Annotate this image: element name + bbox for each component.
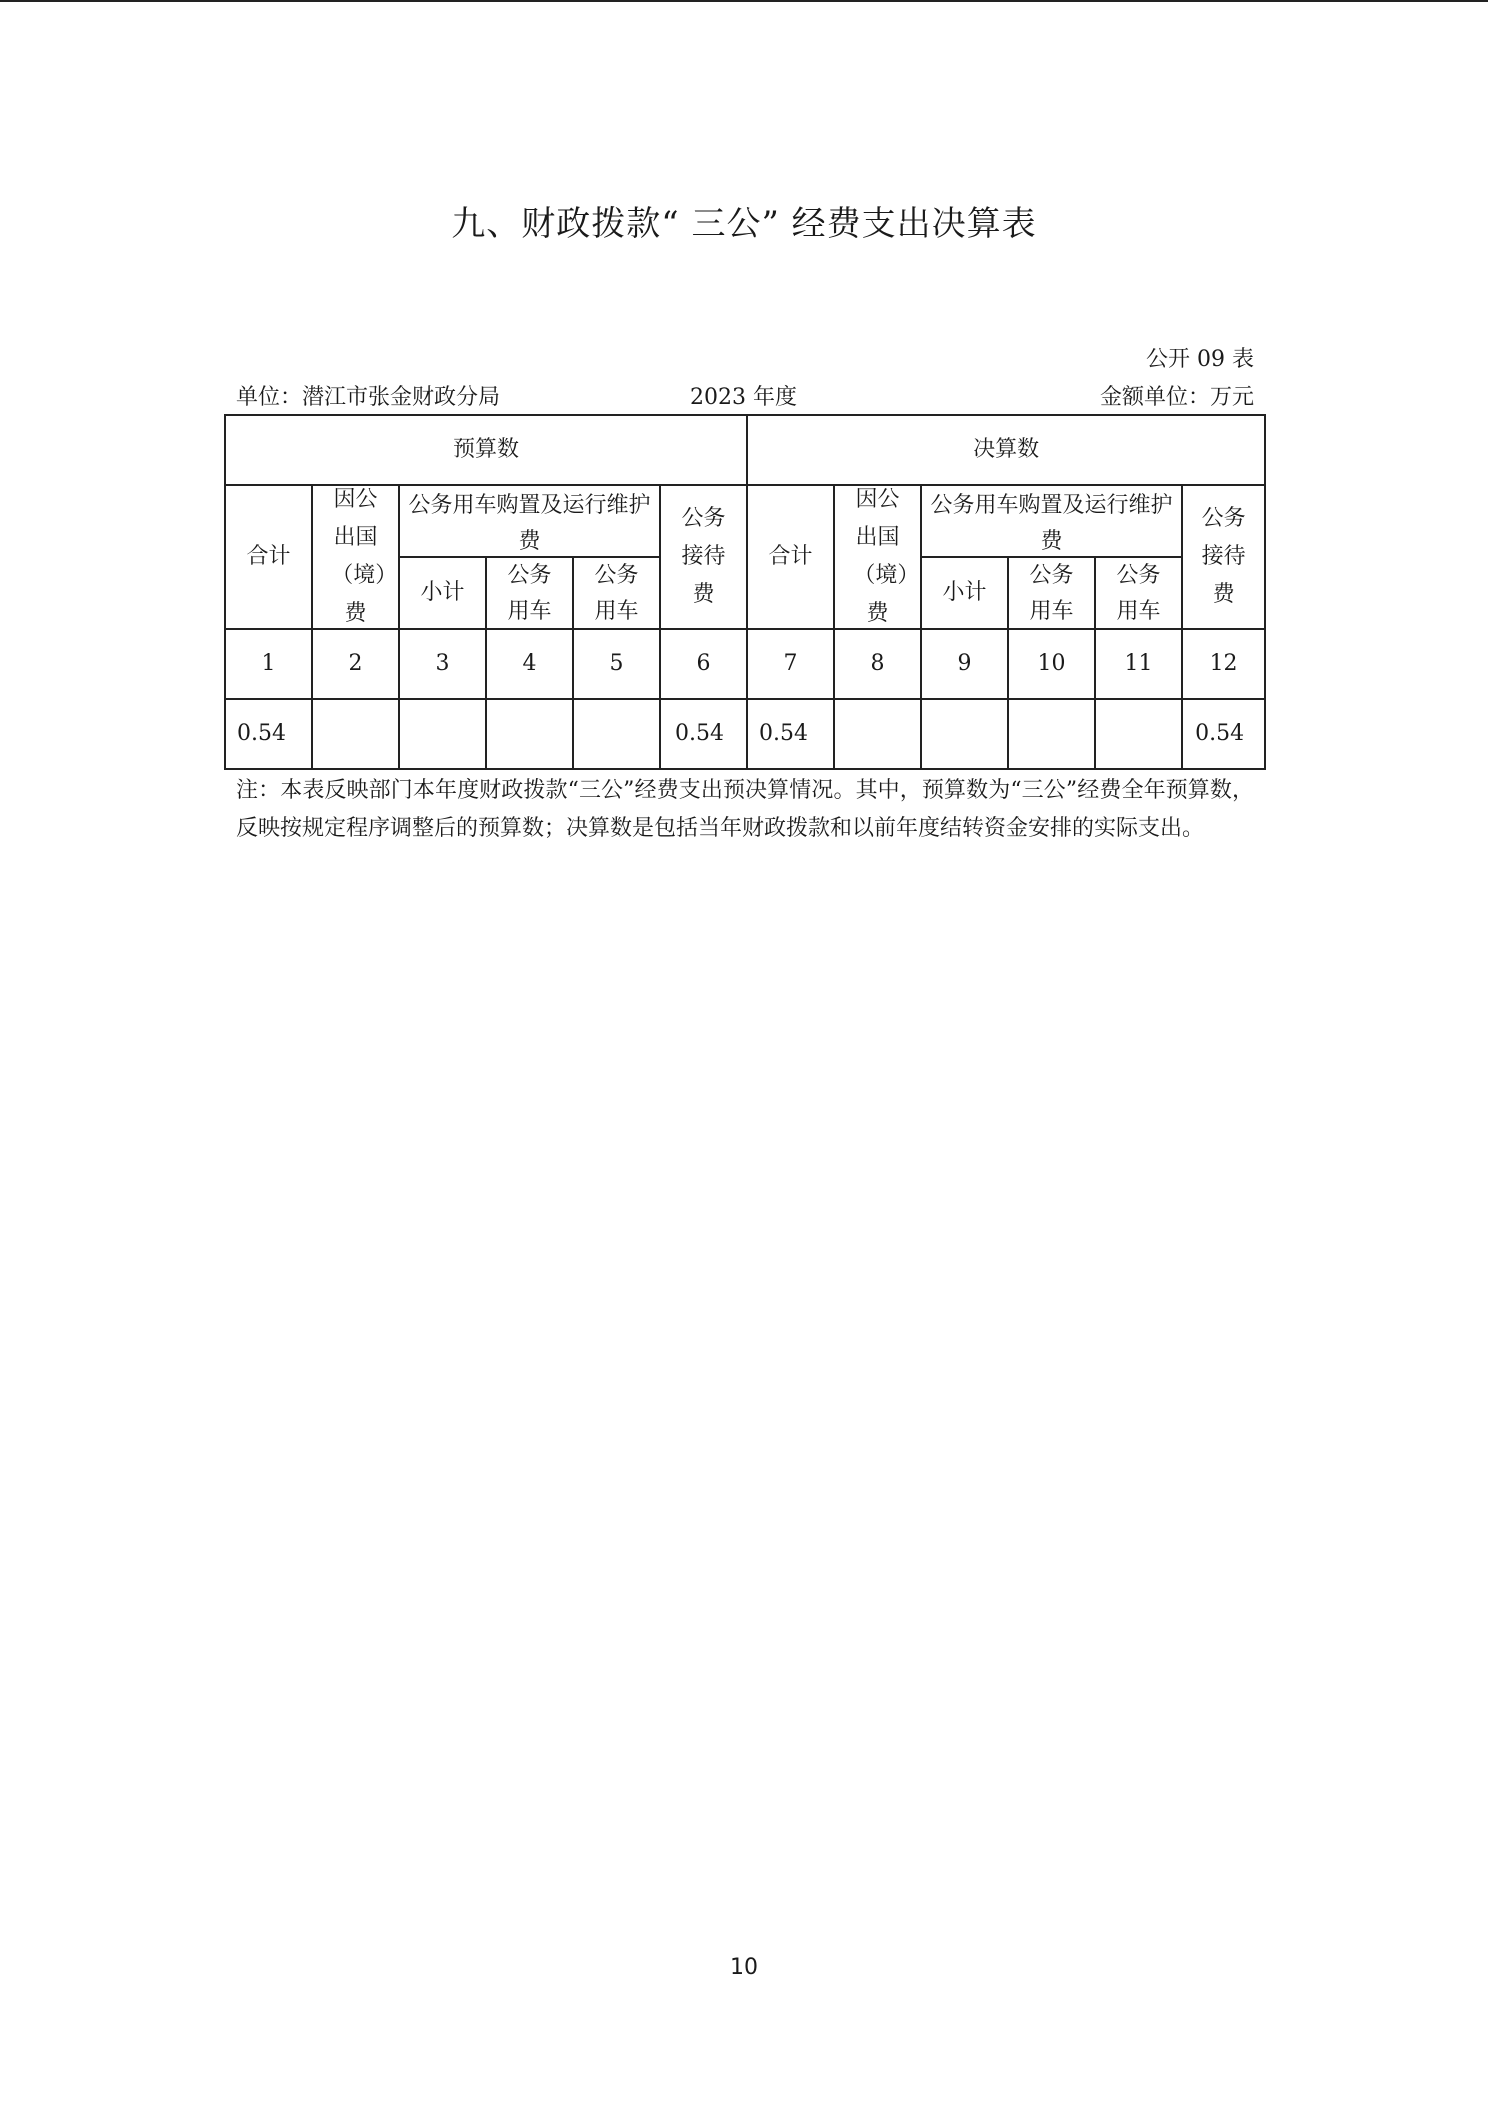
final-vehicle-group-header: 公务用车购置及运行维护费	[921, 485, 1182, 557]
budget-total-header: 合计	[225, 485, 312, 629]
final-vehicle-run-header: 公务用车	[1095, 557, 1182, 629]
budget-reception-header: 公务接待费	[660, 485, 747, 629]
unit-label: 单位：潜江市张金财政分局	[236, 385, 501, 410]
page-number: 10	[730, 1955, 758, 1980]
column-number: 10	[1008, 629, 1095, 699]
column-number: 12	[1182, 629, 1265, 699]
budget-vehicle-run-value	[573, 699, 660, 769]
budget-reception-value: 0.54	[660, 699, 747, 769]
budget-vehicle-buy-header: 公务用车	[486, 557, 573, 629]
final-abroad-value	[834, 699, 921, 769]
final-reception-value: 0.54	[1182, 699, 1265, 769]
budget-header: 预算数	[225, 415, 747, 485]
budget-vehicle-group-header: 公务用车购置及运行维护费	[399, 485, 660, 557]
final-subtotal-value	[921, 699, 1008, 769]
table-note: 注：本表反映部门本年度财政拨款“三公”经费支出预决算情况。其中，预算数为“三公”经费全年预算数，反映按规定程序调整后的预算数；决算数是包括当年财政拨款和以前年度结转资金安排的实际支出。	[236, 778, 1254, 841]
money-unit-label: 金额单位：万元	[1099, 385, 1254, 410]
budget-total-value: 0.54	[225, 699, 312, 769]
column-number: 7	[747, 629, 834, 699]
year-label: 2023 年度	[690, 385, 797, 410]
column-number: 4	[486, 629, 573, 699]
final-header: 决算数	[747, 415, 1265, 485]
column-number: 5	[573, 629, 660, 699]
form-number: 公开 09 表	[1146, 347, 1254, 372]
column-number: 11	[1095, 629, 1182, 699]
final-vehicle-buy-value	[1008, 699, 1095, 769]
final-subtotal-header: 小计	[921, 557, 1008, 629]
column-number: 2	[312, 629, 399, 699]
column-number: 9	[921, 629, 1008, 699]
final-total-value: 0.54	[747, 699, 834, 769]
final-vehicle-buy-header: 公务用车	[1008, 557, 1095, 629]
three-public-expense-table	[224, 414, 1266, 770]
budget-vehicle-run-header: 公务用车	[573, 557, 660, 629]
budget-abroad-header: 因公出国（境）费	[312, 485, 399, 629]
column-number: 6	[660, 629, 747, 699]
budget-subtotal-value	[399, 699, 486, 769]
final-total-header: 合计	[747, 485, 834, 629]
column-number: 1	[225, 629, 312, 699]
budget-subtotal-header: 小计	[399, 557, 486, 629]
final-abroad-header: 因公出国（境）费	[834, 485, 921, 629]
budget-abroad-value	[312, 699, 399, 769]
page-title: 九、财政拨款“ 三公” 经费支出决算表	[451, 204, 1037, 244]
final-vehicle-run-value	[1095, 699, 1182, 769]
column-number: 8	[834, 629, 921, 699]
top-border-line	[0, 0, 1488, 2]
final-reception-header: 公务接待费	[1182, 485, 1265, 629]
column-number: 3	[399, 629, 486, 699]
budget-vehicle-buy-value	[486, 699, 573, 769]
